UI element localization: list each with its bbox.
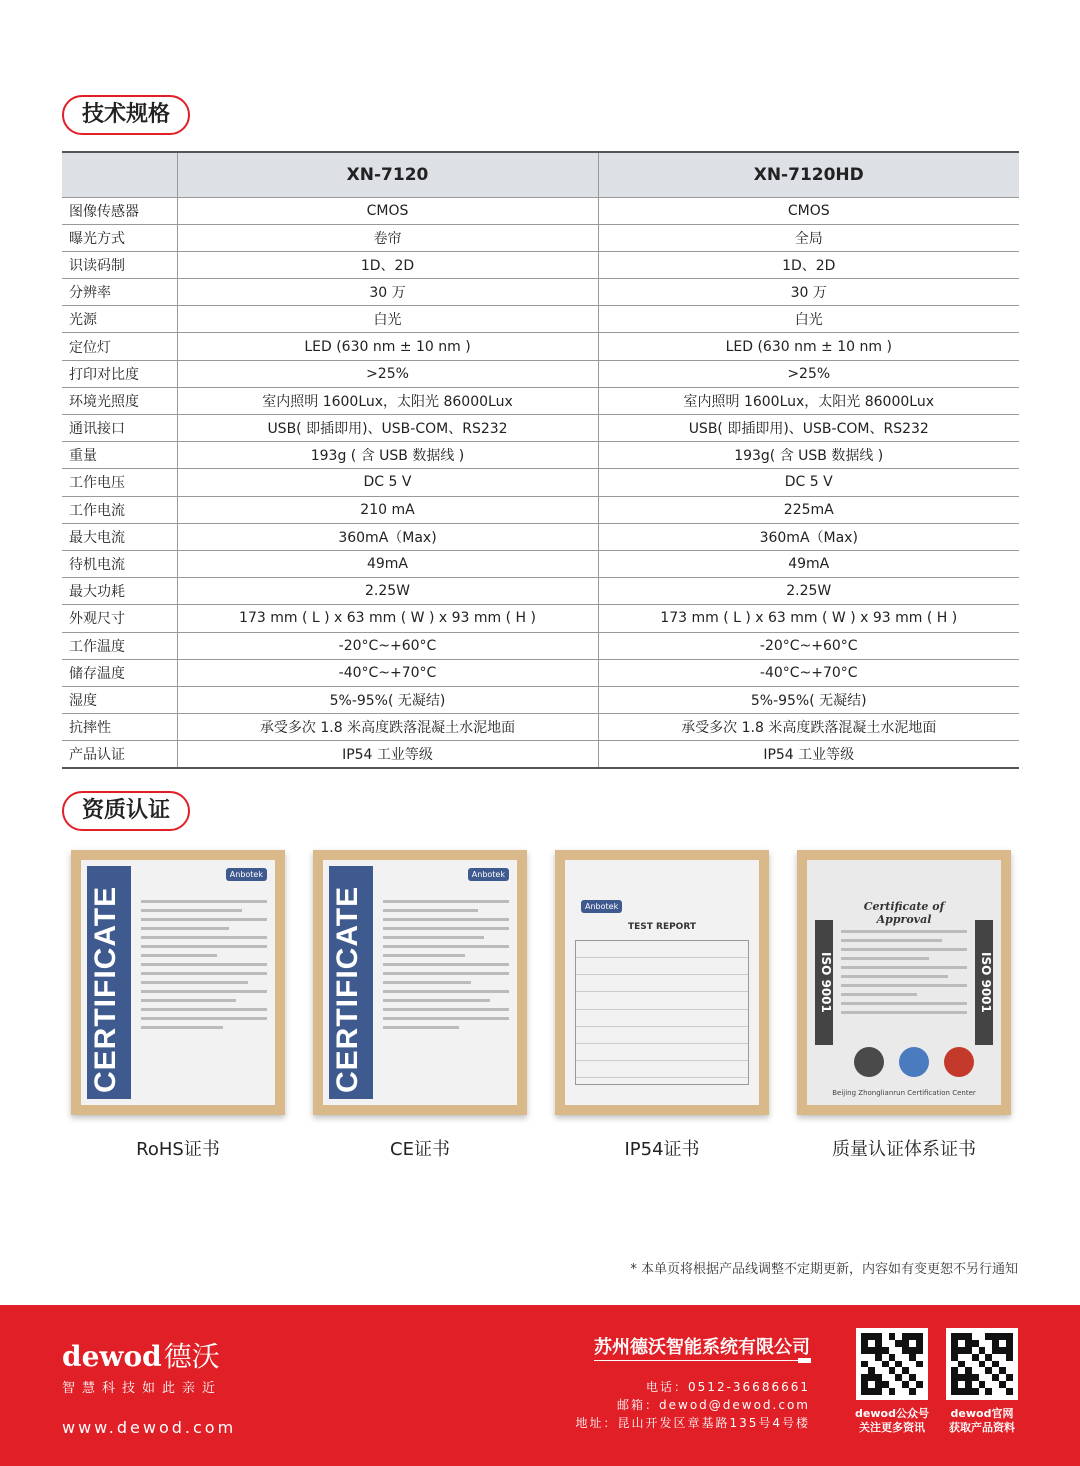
table-cell: 白光 (177, 306, 598, 333)
row-label: 通讯接口 (62, 415, 177, 442)
table-cell: USB( 即插即用)、USB-COM、RS232 (598, 415, 1019, 442)
table-cell: 室内照明 1600Lux，太阳光 86000Lux (598, 387, 1019, 414)
rohs-caption: RoHS证书 (136, 1139, 220, 1160)
table-cell: 173 mm ( L ) x 63 mm ( W ) x 93 mm ( H ) (598, 605, 1019, 632)
table-cell: USB( 即插即用)、USB-COM、RS232 (177, 415, 598, 442)
table-cell: -40°C~+70°C (598, 659, 1019, 686)
table-row (62, 469, 1019, 496)
table-cell: 全局 (598, 224, 1019, 251)
section-title-spec: 技术规格 (62, 95, 190, 135)
row-label: 最大功耗 (62, 578, 177, 605)
ce-caption: CE证书 (390, 1139, 450, 1160)
row-label: 分辨率 (62, 279, 177, 306)
table-header-cell: XN-7120HD (598, 152, 1019, 197)
table-cell: 225mA (598, 496, 1019, 523)
table-cell: 210 mA (177, 496, 598, 523)
wechat-qr-code-icon (856, 1328, 928, 1400)
table-row (62, 605, 1019, 632)
table-cell: 白光 (598, 306, 1019, 333)
table-cell: 1D、2D (177, 251, 598, 278)
table-cell: 2.25W (177, 578, 598, 605)
table-cell: 30 万 (177, 279, 598, 306)
row-label: 产品认证 (62, 741, 177, 768)
row-label: 环境光照度 (62, 387, 177, 414)
table-cell: 室内照明 1600Lux，太阳光 86000Lux (177, 387, 598, 414)
certificate-word: CERTIFICATE (331, 885, 364, 1093)
section-title-cert: 资质认证 (62, 791, 190, 831)
table-cell: 承受多次 1.8 米高度跌落混凝土水泥地面 (177, 714, 598, 741)
ip54-caption: IP54证书 (624, 1139, 700, 1160)
table-cell: IP54 工业等级 (598, 741, 1019, 768)
row-label: 工作电压 (62, 469, 177, 496)
row-label: 重量 (62, 442, 177, 469)
cnas-logo-icon (944, 1047, 974, 1077)
iaf-logo-icon (899, 1047, 929, 1077)
report-title: TEST REPORT (627, 922, 697, 932)
anbotek-badge: Anbotek (468, 868, 509, 881)
table-cell: 193g( 含 USB 数据线 ) (598, 442, 1019, 469)
row-label: 抗摔性 (62, 714, 177, 741)
table-row (62, 741, 1019, 768)
footer (0, 1305, 1080, 1466)
table-cell: 173 mm ( L ) x 63 mm ( W ) x 93 mm ( H ) (177, 605, 598, 632)
table-row (62, 224, 1019, 251)
rohs-certificate-image (71, 850, 285, 1115)
iso-title: Certificate of Approval (863, 900, 945, 926)
table-row (62, 632, 1019, 659)
table-cell: 49mA (177, 550, 598, 577)
qr2-caption: dewod官网 获取产品资料 (949, 1407, 1015, 1434)
footnote: * 本单页将根据产品线调整不定期更新，内容如有变更恕不另行通知 (630, 1262, 1018, 1277)
table-row (62, 496, 1019, 523)
table-row (62, 659, 1019, 686)
table-cell: 5%-95%( 无凝结) (598, 686, 1019, 713)
table-header-cell: XN-7120 (177, 152, 598, 197)
row-label: 光源 (62, 306, 177, 333)
website-qr-code-icon (946, 1328, 1018, 1400)
table-cell: -20°C~+60°C (598, 632, 1019, 659)
row-label: 图像传感器 (62, 197, 177, 224)
iso-side-label: ISO 9001 (975, 920, 993, 1045)
table-cell: CMOS (598, 197, 1019, 224)
row-label: 定位灯 (62, 333, 177, 360)
table-cell: CMOS (177, 197, 598, 224)
ce-certificate-image (313, 850, 527, 1115)
table-cell: LED (630 nm ± 10 nm ) (177, 333, 598, 360)
anbotek-badge: Anbotek (226, 868, 267, 881)
row-label: 工作电流 (62, 496, 177, 523)
table-row (62, 333, 1019, 360)
row-label: 最大电流 (62, 523, 177, 550)
website-link[interactable]: www.dewod.com (62, 1418, 237, 1437)
table-cell: 5%-95%( 无凝结) (177, 686, 598, 713)
row-label: 外观尺寸 (62, 605, 177, 632)
iso-certificate-image (797, 850, 1011, 1115)
table-cell: >25% (598, 360, 1019, 387)
table-row (62, 306, 1019, 333)
table-cell: 193g ( 含 USB 数据线 ) (177, 442, 598, 469)
table-row (62, 197, 1019, 224)
table-cell: 1D、2D (598, 251, 1019, 278)
table-cell: 2.25W (598, 578, 1019, 605)
table-cell: >25% (177, 360, 598, 387)
table-cell: LED (630 nm ± 10 nm ) (598, 333, 1019, 360)
row-label: 待机电流 (62, 550, 177, 577)
table-row (62, 550, 1019, 577)
table-row (62, 442, 1019, 469)
iso-caption: 质量认证体系证书 (832, 1139, 976, 1160)
row-label: 打印对比度 (62, 360, 177, 387)
phone-number: 电话：0512-36686661 (646, 1380, 810, 1394)
table-cell: -20°C~+60°C (177, 632, 598, 659)
table-row (62, 523, 1019, 550)
table-cell: IP54 工业等级 (177, 741, 598, 768)
table-header-row (62, 152, 1019, 197)
anbotek-badge: Anbotek (581, 900, 622, 913)
row-label: 识读码制 (62, 251, 177, 278)
row-label: 湿度 (62, 686, 177, 713)
table-cell: 360mA（Max) (177, 523, 598, 550)
row-label: 储存温度 (62, 659, 177, 686)
table-header-cell (62, 152, 177, 197)
ip54-certificate-image (555, 850, 769, 1115)
table-cell: -40°C~+70°C (177, 659, 598, 686)
table-cell: 卷帘 (177, 224, 598, 251)
certificate-word: CERTIFICATE (89, 885, 122, 1093)
table-row (62, 360, 1019, 387)
iso-side-label: ISO 9001 (815, 920, 833, 1045)
table-cell: 49mA (598, 550, 1019, 577)
company-name: 苏州德沃智能系统有限公司 (594, 1337, 810, 1358)
dewod-logo: dewod德沃 (62, 1340, 220, 1373)
table-cell: DC 5 V (598, 469, 1019, 496)
table-row (62, 415, 1019, 442)
email-address: 邮箱：dewod@dewod.com (617, 1398, 810, 1412)
table-row (62, 686, 1019, 713)
table-row (62, 714, 1019, 741)
qr1-caption: dewod公众号 关注更多资讯 (855, 1407, 929, 1434)
address: 地址：昆山开发区章基路135号4号楼 (575, 1416, 810, 1430)
spec-table (62, 151, 1019, 769)
table-row (62, 578, 1019, 605)
table-cell: 30 万 (598, 279, 1019, 306)
row-label: 曝光方式 (62, 224, 177, 251)
slogan: 智慧科技如此亲近 (62, 1381, 223, 1396)
row-label: 工作温度 (62, 632, 177, 659)
table-row (62, 251, 1019, 278)
table-cell: 360mA（Max) (598, 523, 1019, 550)
cert-logo-icon (854, 1047, 884, 1077)
table-row (62, 279, 1019, 306)
iso-footer-text: Beijing Zhonglianrun Certification Center (832, 1089, 976, 1097)
table-row (62, 387, 1019, 414)
table-cell: DC 5 V (177, 469, 598, 496)
table-cell: 承受多次 1.8 米高度跌落混凝土水泥地面 (598, 714, 1019, 741)
